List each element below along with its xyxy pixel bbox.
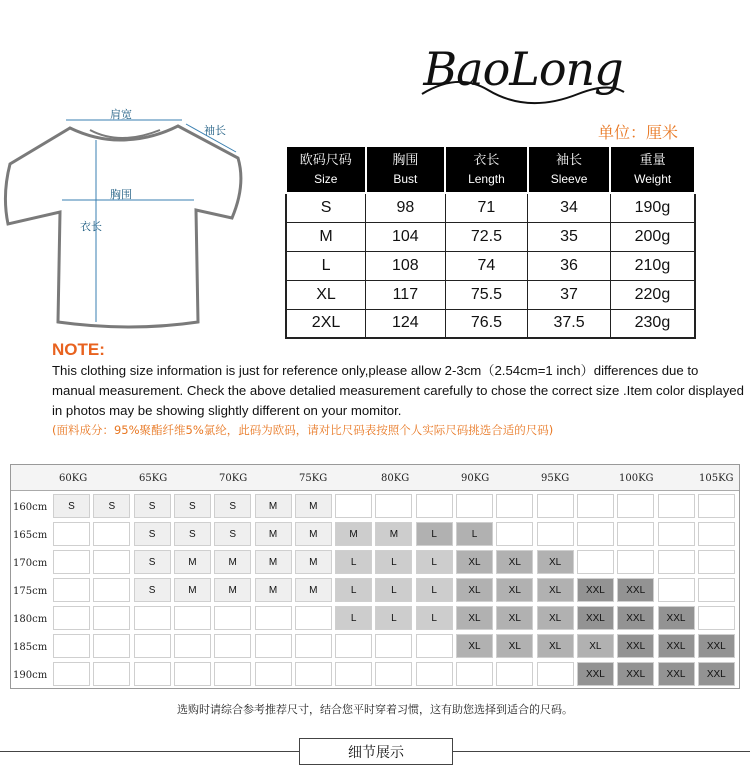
fit-cell: XL <box>577 634 614 658</box>
height-label: 165cm <box>13 530 48 541</box>
weight-cell: 210g <box>610 251 695 280</box>
fit-cell: L <box>456 522 493 546</box>
fit-cell: XL <box>496 550 533 574</box>
fit-cell: S <box>93 494 130 518</box>
sleeve-cell: 36 <box>528 251 611 280</box>
fit-cell: M <box>255 578 292 602</box>
sleeve-label: 袖长 <box>204 124 226 137</box>
fit-cell <box>134 634 171 658</box>
fit-cell: L <box>416 578 453 602</box>
fit-cell <box>255 662 292 686</box>
fit-cell <box>335 662 372 686</box>
fit-cell: L <box>416 550 453 574</box>
fit-cell <box>174 606 211 630</box>
fit-cell: XL <box>456 578 493 602</box>
logo-swash-icon <box>418 42 628 122</box>
fit-cell <box>416 494 453 518</box>
fit-cell <box>335 634 372 658</box>
fit-cell: S <box>134 550 171 574</box>
fit-cell: XXL <box>658 634 695 658</box>
fit-cell: L <box>335 606 372 630</box>
fit-cell: M <box>295 578 332 602</box>
table-row <box>286 193 695 222</box>
size-cell: 2XL <box>286 309 366 338</box>
weight-label: 80KG <box>381 473 410 484</box>
fit-cell <box>658 550 695 574</box>
fit-cell <box>53 550 90 574</box>
fit-cell <box>698 494 735 518</box>
fit-cell <box>496 522 533 546</box>
fit-cell: S <box>214 522 251 546</box>
fit-cell: XXL <box>617 578 654 602</box>
note-chinese-text: (面料成分：95%聚酯纤维5%氯纶，此码为欧码，请对比尺码表按照个人实际尺码挑选合适的尺码) <box>52 423 554 437</box>
fit-cell <box>93 606 130 630</box>
header-size: 欧码尺码 Size <box>286 146 366 193</box>
fit-cell <box>93 550 130 574</box>
fit-cell <box>93 522 130 546</box>
fit-cell: XXL <box>617 606 654 630</box>
size-table <box>285 145 696 339</box>
fit-cell <box>698 606 735 630</box>
height-weight-chart <box>10 464 740 689</box>
height-label: 160cm <box>13 502 48 513</box>
fit-cell: XL <box>496 578 533 602</box>
fit-cell <box>53 578 90 602</box>
bust-cell: 104 <box>366 222 446 251</box>
unit-label: 单位：厘米 <box>598 123 679 142</box>
fit-cell <box>335 494 372 518</box>
weight-label: 105KG <box>699 473 734 484</box>
fit-cell: S <box>134 578 171 602</box>
fit-cell: S <box>214 494 251 518</box>
table-row <box>286 251 695 280</box>
fit-cell: XL <box>496 634 533 658</box>
length-cell: 72.5 <box>445 222 528 251</box>
fit-cell: L <box>335 550 372 574</box>
height-label: 175cm <box>13 586 48 597</box>
fit-cell <box>174 634 211 658</box>
fit-cell <box>456 662 493 686</box>
note-title: NOTE: <box>52 340 105 359</box>
weight-label: 60KG <box>59 473 88 484</box>
fit-cell <box>295 634 332 658</box>
fit-cell: XXL <box>617 662 654 686</box>
fit-cell: L <box>416 522 453 546</box>
header-bust: 胸围 Bust <box>366 146 446 193</box>
fit-cell: L <box>375 578 412 602</box>
fit-cell: XXL <box>577 578 614 602</box>
tshirt-diagram <box>0 100 250 340</box>
brand-logo <box>418 42 628 122</box>
brand-name: BaoLong <box>423 42 623 96</box>
weight-label: 65KG <box>139 473 168 484</box>
fit-cell <box>698 578 735 602</box>
details-section-tab: 细节展示 <box>299 738 453 765</box>
fit-cell <box>496 662 533 686</box>
sleeve-cell: 37 <box>528 280 611 309</box>
header-length: 衣长 Length <box>445 146 528 193</box>
fit-cell: M <box>375 522 412 546</box>
fit-cell: M <box>174 578 211 602</box>
fit-cell: M <box>214 550 251 574</box>
fit-cell: M <box>295 522 332 546</box>
fit-cell <box>577 494 614 518</box>
bust-cell: 108 <box>366 251 446 280</box>
fit-cell <box>255 606 292 630</box>
fit-cell <box>577 550 614 574</box>
fit-cell <box>214 606 251 630</box>
size-cell: M <box>286 222 366 251</box>
shoulder-label: 肩宽 <box>110 108 132 121</box>
fit-cell <box>496 494 533 518</box>
fit-cell: S <box>174 494 211 518</box>
weight-label: 70KG <box>219 473 248 484</box>
weight-label: 90KG <box>461 473 490 484</box>
fit-cell: XXL <box>577 606 614 630</box>
fit-cell: S <box>134 522 171 546</box>
height-label: 185cm <box>13 642 48 653</box>
fit-cell <box>295 606 332 630</box>
fit-cell: XXL <box>617 634 654 658</box>
fit-cell <box>658 522 695 546</box>
fit-cell <box>698 522 735 546</box>
fit-cell: M <box>255 550 292 574</box>
fit-cell <box>617 494 654 518</box>
fit-cell <box>134 662 171 686</box>
fit-cell <box>537 662 574 686</box>
fit-cell: XL <box>456 634 493 658</box>
fit-cell <box>53 522 90 546</box>
fit-cell: XL <box>537 578 574 602</box>
header-sleeve: 袖长 Sleeve <box>528 146 611 193</box>
fit-cell <box>53 606 90 630</box>
fit-cell: XXL <box>698 662 735 686</box>
fit-cell <box>53 634 90 658</box>
fit-cell: XXL <box>658 606 695 630</box>
bust-cell: 98 <box>366 193 446 222</box>
length-cell: 75.5 <box>445 280 528 309</box>
fit-cell: XL <box>537 550 574 574</box>
length-cell: 76.5 <box>445 309 528 338</box>
size-cell: S <box>286 193 366 222</box>
fit-cell: XL <box>456 550 493 574</box>
weight-cell: 220g <box>610 280 695 309</box>
table-row <box>286 280 695 309</box>
fit-cell <box>295 662 332 686</box>
fit-cell <box>416 662 453 686</box>
weight-cell: 230g <box>610 309 695 338</box>
header-weight: 重量 Weight <box>610 146 695 193</box>
sleeve-cell: 35 <box>528 222 611 251</box>
fit-cell: XXL <box>577 662 614 686</box>
fit-cell: XXL <box>698 634 735 658</box>
fit-cell <box>134 606 171 630</box>
size-cell: XL <box>286 280 366 309</box>
fit-cell: M <box>295 494 332 518</box>
weight-label: 95KG <box>541 473 570 484</box>
fit-cell: XL <box>537 606 574 630</box>
fit-cell: M <box>174 550 211 574</box>
fit-cell <box>93 662 130 686</box>
fit-cell: S <box>134 494 171 518</box>
size-cell: L <box>286 251 366 280</box>
bust-cell: 124 <box>366 309 446 338</box>
weight-cell: 200g <box>610 222 695 251</box>
note-text: This clothing size information is just for reference only,please allow 2-3cm（2.54cm=1 inch）differences due to manual measurement. Check the above detalied measurement carefully to chose the correct size .Item color displayed in photos may be showing slightly different on your momitor. <box>52 363 744 418</box>
fit-cell <box>658 494 695 518</box>
fit-cell: XL <box>456 606 493 630</box>
fit-cell: L <box>375 606 412 630</box>
bust-cell: 117 <box>366 280 446 309</box>
fit-cell <box>93 578 130 602</box>
fit-cell <box>93 634 130 658</box>
fit-cell: M <box>295 550 332 574</box>
sleeve-cell: 37.5 <box>528 309 611 338</box>
fit-cell <box>698 550 735 574</box>
fit-cell <box>416 634 453 658</box>
fit-cell: S <box>53 494 90 518</box>
fit-cell: M <box>335 522 372 546</box>
fit-cell <box>617 550 654 574</box>
fit-cell: L <box>416 606 453 630</box>
weight-header-row <box>11 465 739 491</box>
fit-cell <box>214 634 251 658</box>
fit-cell <box>537 494 574 518</box>
fit-cell: XL <box>537 634 574 658</box>
fit-cell <box>617 522 654 546</box>
height-label: 180cm <box>13 614 48 625</box>
fit-cell <box>537 522 574 546</box>
fit-cell: L <box>335 578 372 602</box>
fit-cell <box>255 634 292 658</box>
weight-label: 75KG <box>299 473 328 484</box>
footer-recommendation: 选购时请综合参考推荐尺寸，结合您平时穿着习惯，这有助您选择到适合的尺码。 <box>177 703 573 716</box>
length-label: 衣长 <box>80 220 102 233</box>
fit-cell <box>214 662 251 686</box>
fit-cell <box>375 634 412 658</box>
fit-cell <box>174 662 211 686</box>
fit-cell: L <box>375 550 412 574</box>
weight-cell: 190g <box>610 193 695 222</box>
length-cell: 71 <box>445 193 528 222</box>
size-table-header <box>286 146 695 193</box>
fit-cell <box>577 522 614 546</box>
fit-cell: M <box>255 522 292 546</box>
fit-cell: M <box>214 578 251 602</box>
fit-cell: XXL <box>658 662 695 686</box>
fit-cell <box>456 494 493 518</box>
height-label: 190cm <box>13 670 48 681</box>
fit-cell <box>375 494 412 518</box>
chest-label: 胸围 <box>110 188 132 201</box>
fit-cell: M <box>255 494 292 518</box>
height-label: 170cm <box>13 558 48 569</box>
weight-label: 100KG <box>619 473 654 484</box>
table-row <box>286 222 695 251</box>
table-row <box>286 309 695 338</box>
sleeve-cell: 34 <box>528 193 611 222</box>
fit-cell <box>375 662 412 686</box>
fit-cell <box>658 578 695 602</box>
fit-cell: XL <box>496 606 533 630</box>
fit-cell <box>53 662 90 686</box>
length-cell: 74 <box>445 251 528 280</box>
fit-cell: S <box>174 522 211 546</box>
